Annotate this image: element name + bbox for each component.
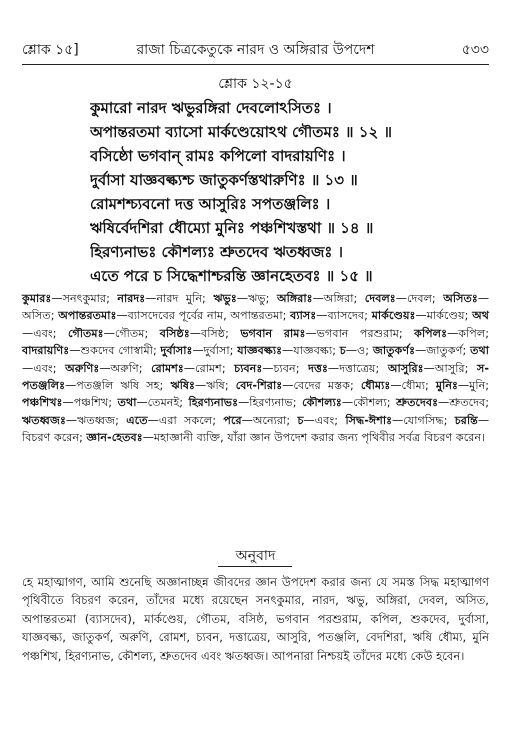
verse-line: ঋষির্বেদশিরা ধৌম্যো মুনিঃ পঞ্চশিখস্তথা ॥ ১৪ ॥ <box>90 219 374 237</box>
glossary-meaning: ঋভু <box>248 292 266 305</box>
glossary-meaning: ঋতধ্বজ <box>77 413 116 427</box>
header-rule <box>22 64 489 65</box>
glossary-meaning: মহাজ্ঞানী ব্যক্তি, যাঁরা জ্ঞান উপদেশ করার জন্য পৃথিবীর সর্বত্র বিচরণ করেন। <box>153 431 486 445</box>
verse-line: বসিষ্ঠো ভগবান্ রামঃ কপিলো বাদরায়ণিঃ । <box>90 147 346 165</box>
glossary-term: ঋতধ্বজঃ <box>22 413 66 427</box>
glossary-meaning: দুর্বাসা <box>203 344 230 358</box>
glossary-term: পঞ্চশিখঃ <box>22 396 63 410</box>
glossary-meaning: হিরণ্যনাভ <box>249 396 293 410</box>
glossary-meaning: বিচরণ করেন <box>22 431 80 445</box>
glossary-term: অরুণিঃ <box>65 361 100 375</box>
glossary-term: দুর্বাসাঃ <box>160 344 193 358</box>
glossary-meaning: কৌশল্য <box>353 396 387 410</box>
glossary-term: গৌতমঃ <box>67 326 104 340</box>
glossary-term: তথা <box>117 396 137 410</box>
glossary-term: সিদ্ধ-ঈশাঃ <box>345 413 393 427</box>
glossary-term: বসিষ্ঠঃ <box>159 326 190 340</box>
glossary-term: দত্তঃ <box>308 361 328 375</box>
glossary-meaning: অরুণি <box>110 361 139 375</box>
glossary-term: ঋষিঃ <box>170 379 196 393</box>
glossary-meaning: মার্কণ্ডেয় <box>426 309 465 323</box>
glossary-term: আসুরিঃ <box>387 361 424 375</box>
glossary-term: জাতুকর্ণঃ <box>372 344 416 358</box>
verse-line: এতে পরে চ সিদ্ধেশাশ্চরন্তি জ্ঞানহেতবঃ ॥ ১৫ ॥ <box>90 267 373 285</box>
glossary-term: তথা <box>470 344 489 358</box>
running-header <box>22 40 489 60</box>
glossary-meaning: অন্যেরা <box>252 413 287 427</box>
glossary-term: বেদ-শিরাঃ <box>235 379 283 393</box>
glossary-meaning: দত্তাত্রেয় <box>339 361 376 375</box>
page-number: ৫৩৩ <box>461 42 489 58</box>
glossary-meaning: কপিল <box>458 326 486 340</box>
glossary-meaning: পতঞ্জলি ঋষি সহ <box>76 379 160 393</box>
glossary-meaning: এবং <box>33 361 53 375</box>
glossary-term: শ্রুতদেবঃ <box>396 396 439 410</box>
glossary-term: কপিলঃ <box>414 326 448 340</box>
glossary-term: কুমারঃ <box>22 292 52 305</box>
glossary-meaning: বসিষ্ঠ <box>200 326 226 340</box>
glossary-term: হিরণ্যনাভঃ <box>188 396 239 410</box>
glossary-term: যাজ্ঞবল্ক্যঃ <box>237 344 283 358</box>
glossary-meaning: অসিত <box>22 309 51 323</box>
word-for-word-glossary: কুমারঃ—সনৎকুমার; নারদঃ—নারদ মুনি; ঋভুঃ—ঋভু; অঙ্গিরাঃ—অঙ্গিরা; দেবলঃ—দেবল; অসিতঃ—অসিত; অপান্তরতমাঃ—ব্যাসদেবের পূর্বের নাম, অপান্তরতমা; ব্যাসঃ—ব্যাসদেব; মার্কণ্ডেয়ঃ—মার্কণ্ডেয়; অথ—এবং; গৌতমঃ—গৌতম; বসিষ্ঠঃ—বসিষ্ঠ; ভগবান রামঃ—ভগবান পরশুরাম; কপিলঃ—কপিল; বাদরায়ণিঃ—শুকদেব গোস্বামী; দুর্বাসাঃ—দুর্বাসা; যাজ্ঞবল্ক্যঃ—যাজ্ঞবল্ক্য; চ—ও; জাতুকর্ণঃ—জাতুকর্ণ; তথা—এবং; অরুণিঃ—অরুণি; রোমশঃ—রোমশ; চ্যবনঃ—চ্যবন; দত্তঃ—দত্তাত্রেয়; আসুরিঃ—আসুরি; স-পতঞ্জলিঃ—পতঞ্জলি ঋষি সহ; ঋষিঃ—ঋষি; বেদ-শিরাঃ—বেদের মস্তক; ধৌম্যঃ—ধৌম্য; মুনিঃ—মুনি; পঞ্চশিখঃ—পঞ্চশিখ; তথা—তেমনই; হিরণ্যনাভঃ—হিরণ্যনাভ; কৌশল্যঃ—কৌশল্য; শ্রুতদেবঃ—শ্রুতদেব; ঋতধ্বজঃ—ঋতধ্বজ; এতে—এরা সকলে; পরে—অন্যেরা; চ—এবং; সিদ্ধ-ঈশাঃ—যোগসিদ্ধ; চরন্তি—বিচরণ করেন; জ্ঞান-হেতবঃ—মহাজ্ঞানী ব্যক্তি, যাঁরা জ্ঞান উপদেশ করার জন্য পৃথিবীর সর্বত্র বিচরণ করেন। <box>22 292 490 445</box>
glossary-meaning: শুকদেব গোস্বামী <box>80 344 153 358</box>
glossary-meaning: আসুরি <box>434 361 465 375</box>
glossary-term: অথ <box>472 309 490 323</box>
verse-line: দুর্বাসা যাজ্ঞবল্ক্যশ্চ জাতুকর্ণস্তথারুণিঃ ॥ ১৩ ॥ <box>90 171 358 189</box>
glossary-term: মার্কণ্ডেয়ঃ <box>371 309 416 323</box>
header-chapter-title: রাজা চিত্রকেতুকে নারদ ও অঙ্গিরার উপদেশ <box>136 42 375 58</box>
glossary-term: পরে <box>223 413 242 427</box>
glossary-meaning: এবং <box>33 326 53 340</box>
glossary-term: অপান্তরতমাঃ <box>58 309 117 323</box>
glossary-term: এতে <box>126 413 148 427</box>
verse-line: রোমশশ্চ্যবনো দত্ত আসুরিঃ সপতঞ্জলিঃ । <box>90 195 331 213</box>
glossary-meaning: যোগসিদ্ধ <box>403 413 444 427</box>
glossary-meaning: ঋষি <box>206 379 225 393</box>
glossary-term: রোমশঃ <box>151 361 184 375</box>
glossary-term: ঋভুঃ <box>213 292 237 305</box>
glossary-meaning: অঙ্গিরা <box>323 292 354 305</box>
sanskrit-verses <box>90 96 491 288</box>
glossary-meaning: যাজ্ঞবল্ক্য <box>293 344 333 358</box>
glossary-meaning: গৌতম <box>114 326 145 340</box>
glossary-meaning: ও <box>357 344 366 358</box>
glossary-meaning: এরা সকলে <box>158 413 213 427</box>
glossary-meaning: ভগবান পরশুরাম <box>316 326 399 340</box>
glossary-meaning: ব্যাসদেবের পূর্বের নাম, অপান্তরতমা <box>127 309 283 323</box>
glossary-term: দেবলঃ <box>364 292 396 305</box>
glossary-term: ব্যাসঃ <box>290 309 317 323</box>
glossary-meaning: সনৎকুমার <box>62 292 107 305</box>
glossary-meaning: নারদ মুনি <box>156 292 203 305</box>
glossary-term: নারদঃ <box>117 292 146 305</box>
sloka-heading: শ্লোক ১২-১৫ <box>218 76 293 92</box>
glossary-meaning: এবং <box>314 413 335 427</box>
glossary-term: চরন্তি <box>454 413 478 427</box>
glossary-meaning: জাতুকর্ণ <box>426 344 463 358</box>
glossary-meaning: পঞ্চশিখ <box>73 396 109 410</box>
glossary-term: চ্যবনঃ <box>234 361 263 375</box>
glossary-term: ভগবান রামঃ <box>240 326 306 340</box>
glossary-meaning: দেবল <box>406 292 432 305</box>
verse-line: হিরণ্যনাভঃ কৌশল্যঃ শ্রুতদেব ঋতধ্বজঃ । <box>90 243 343 261</box>
glossary-meaning: চ্যবন <box>273 361 296 375</box>
glossary-meaning: রোমশ <box>195 361 222 375</box>
glossary-term: চ <box>297 413 304 427</box>
translation-heading: অনুবাদ <box>235 548 276 564</box>
glossary-meaning: বেদের মস্তক <box>293 379 350 393</box>
verse-line: কুমারো নারদ ঋভুরঙ্গিরা দেবলোঽসিতঃ । <box>90 99 332 117</box>
glossary-meaning: তেমনই <box>147 396 180 410</box>
glossary-term: বাদরায়ণিঃ <box>22 344 70 358</box>
glossary-term: অঙ্গিরাঃ <box>276 292 313 305</box>
glossary-meaning: ব্যাসদেব <box>327 309 365 323</box>
translation-text: হে মহাত্মাগণ, আমি শুনেছি অজ্ঞানাচ্ছন্ন জীবদের জ্ঞান উপদেশ করার জন্য যে সমস্ত সিদ্ধ মহাত্মাগণ পৃথিবীতে বিচরণ করেন, তাঁদের মধ্যে রয়েছেন সনৎকুমার, নারদ, ঋভু, অঙ্গিরা, দেবল, অসিত, অপান্তরতমা (ব্যাসদেব), মার্কণ্ডেয়, গৌতম, বসিষ্ঠ, ভগবান পরশুরাম, কপিল, শুকদেব, দুর্বাসা, যাজ্ঞবল্ক্য, জাতুকর্ণ, অরুণি, রোমশ, চ্যবন, দত্তাত্রেয়, আসুরি, পতঞ্জলি, বেদশিরা, ঋষি ধৌম্য, মুনি পঞ্চশিখ, হিরণ্যনাভ, কৌশল্য, শ্রুতদেব এবং ঋতধ্বজ। আপনারা নিশ্চয়ই তাঁদের মধ্যে কেউ হবেন। <box>22 575 489 663</box>
glossary-term: জ্ঞান-হেতবঃ <box>86 431 143 445</box>
header-verse-ref: শ্লোক ১৫] <box>22 42 79 58</box>
glossary-term: মুনিঃ <box>435 379 458 393</box>
glossary-meaning: শ্রুতদেব <box>449 396 486 410</box>
translation-heading-rule <box>218 566 292 567</box>
verse-line: অপান্তরতমা ব্যাসো মার্কণ্ডেয়োঽথ গৌতমঃ ॥ ১২ ॥ <box>90 123 392 141</box>
glossary-term: স-পতঞ্জলিঃ <box>22 361 490 393</box>
glossary-term: কৌশল্যঃ <box>302 396 342 410</box>
glossary-term: অসিতঃ <box>443 292 478 305</box>
glossary-term: চ <box>339 344 346 358</box>
glossary-meaning: ধৌম্য <box>401 379 425 393</box>
glossary-meaning: মুনি <box>469 379 486 393</box>
glossary-term: ধৌম্যঃ <box>360 379 391 393</box>
